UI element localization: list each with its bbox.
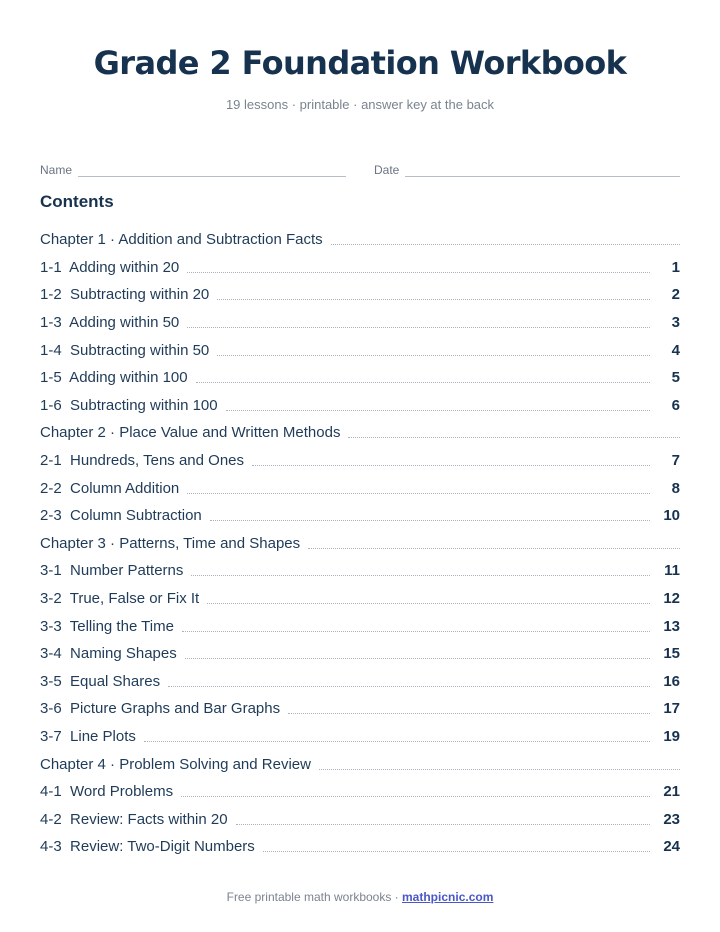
toc-lesson-row[interactable] <box>40 392 680 420</box>
page-number: 5 <box>671 369 680 387</box>
lesson-title: 3-6 Picture Graphs and Bar Graphs <box>40 700 281 718</box>
dot-leader <box>308 548 680 549</box>
lesson-title: 3-5 Equal Shares <box>40 672 161 690</box>
chapter-title: Chapter 1 · Addition and Subtraction Facts <box>40 231 323 249</box>
name-label: Name <box>40 163 73 177</box>
dot-leader <box>191 575 650 576</box>
page-number: 6 <box>671 396 680 414</box>
dot-leader <box>144 741 650 742</box>
page-number: 12 <box>663 590 680 608</box>
toc-chapter-row[interactable] <box>40 750 680 778</box>
dot-leader <box>319 769 680 770</box>
footer-text: Free printable math workbooks · <box>226 890 403 904</box>
name-date-fields <box>40 163 680 179</box>
page-number: 24 <box>663 838 680 856</box>
toc-lesson-row[interactable] <box>40 447 680 475</box>
dot-leader <box>226 410 650 411</box>
lesson-title: 3-3 Telling the Time <box>40 617 174 635</box>
page-number: 17 <box>663 700 680 718</box>
toc-lesson-row[interactable] <box>40 309 680 337</box>
dot-leader <box>263 851 650 852</box>
toc-lesson-row[interactable] <box>40 695 680 723</box>
toc-lesson-row[interactable] <box>40 778 680 806</box>
lesson-title: 3-1 Number Patterns <box>40 562 184 580</box>
dot-leader <box>236 824 650 825</box>
page-number: 4 <box>671 341 680 359</box>
page-number: 2 <box>671 286 680 304</box>
lesson-title: 3-4 Naming Shapes <box>40 645 177 663</box>
name-field[interactable] <box>40 163 346 177</box>
dot-leader <box>168 686 650 687</box>
toc-chapter-row[interactable] <box>40 530 680 558</box>
lesson-title: 2-2 Column Addition <box>40 479 180 497</box>
page-number: 16 <box>663 672 680 690</box>
page-number: 23 <box>663 810 680 828</box>
dot-leader <box>207 603 650 604</box>
toc-lesson-row[interactable] <box>40 585 680 613</box>
toc-lesson-row[interactable] <box>40 612 680 640</box>
date-label: Date <box>374 163 400 177</box>
toc-lesson-row[interactable] <box>40 833 680 861</box>
dot-leader <box>217 299 650 300</box>
lesson-title: 1-2 Subtracting within 20 <box>40 286 210 304</box>
lesson-title: 1-4 Subtracting within 50 <box>40 341 210 359</box>
page-number: 7 <box>671 452 680 470</box>
dot-leader <box>348 437 680 438</box>
page-title: Grade 2 Foundation Workbook <box>93 44 627 82</box>
chapter-title: Chapter 3 · Patterns, Time and Shapes <box>40 534 301 552</box>
page-number: 11 <box>664 562 680 580</box>
toc-lesson-row[interactable] <box>40 254 680 282</box>
dot-leader <box>210 520 650 521</box>
dot-leader <box>252 465 650 466</box>
page-number: 1 <box>671 258 680 276</box>
dot-leader <box>185 658 650 659</box>
toc-lesson-row[interactable] <box>40 364 680 392</box>
table-of-contents <box>40 226 680 861</box>
toc-lesson-row[interactable] <box>40 557 680 585</box>
page-number: 13 <box>663 617 680 635</box>
dot-leader <box>331 244 680 245</box>
page-number: 21 <box>663 783 680 801</box>
toc-lesson-row[interactable] <box>40 723 680 751</box>
contents-heading: Contents <box>40 192 114 211</box>
toc-chapter-row[interactable] <box>40 226 680 254</box>
toc-lesson-row[interactable] <box>40 474 680 502</box>
footer-link[interactable]: mathpicnic.com <box>402 890 494 904</box>
toc-lesson-row[interactable] <box>40 336 680 364</box>
lesson-title: 3-2 True, False or Fix It <box>40 590 200 608</box>
dot-leader <box>187 272 650 273</box>
dot-leader <box>196 382 650 383</box>
date-field[interactable] <box>374 163 680 177</box>
lesson-title: 4-2 Review: Facts within 20 <box>40 810 228 828</box>
toc-lesson-row[interactable] <box>40 640 680 668</box>
name-write-line <box>78 167 346 177</box>
toc-lesson-row[interactable] <box>40 805 680 833</box>
lesson-title: 2-1 Hundreds, Tens and Ones <box>40 452 245 470</box>
toc-chapter-row[interactable] <box>40 419 680 447</box>
chapter-title: Chapter 2 · Place Value and Written Methods <box>40 424 341 442</box>
dot-leader <box>288 713 650 714</box>
toc-lesson-row[interactable] <box>40 502 680 530</box>
toc-lesson-row[interactable] <box>40 281 680 309</box>
chapter-title: Chapter 4 · Problem Solving and Review <box>40 755 311 773</box>
dot-leader <box>187 493 650 494</box>
dot-leader <box>182 631 650 632</box>
dot-leader <box>217 355 650 356</box>
lesson-title: 4-1 Word Problems <box>40 783 174 801</box>
lesson-title: 1-6 Subtracting within 100 <box>40 396 218 414</box>
page-subtitle: 19 lessons · printable · answer key at the back <box>225 97 495 112</box>
page-number: 3 <box>671 314 680 332</box>
lesson-title: 1-3 Adding within 50 <box>40 314 180 332</box>
lesson-title: 3-7 Line Plots <box>40 727 136 745</box>
footer <box>0 890 720 904</box>
date-write-line <box>405 167 680 177</box>
page-number: 10 <box>663 507 680 525</box>
lesson-title: 1-1 Adding within 20 <box>40 258 180 276</box>
lesson-title: 1-5 Adding within 100 <box>40 369 188 387</box>
lesson-title: 4-3 Review: Two-Digit Numbers <box>40 838 255 856</box>
page-number: 15 <box>663 645 680 663</box>
dot-leader <box>187 327 650 328</box>
toc-lesson-row[interactable] <box>40 668 680 696</box>
page-number: 8 <box>671 479 680 497</box>
page-number: 19 <box>663 727 680 745</box>
lesson-title: 2-3 Column Subtraction <box>40 507 202 525</box>
dot-leader <box>181 796 650 797</box>
